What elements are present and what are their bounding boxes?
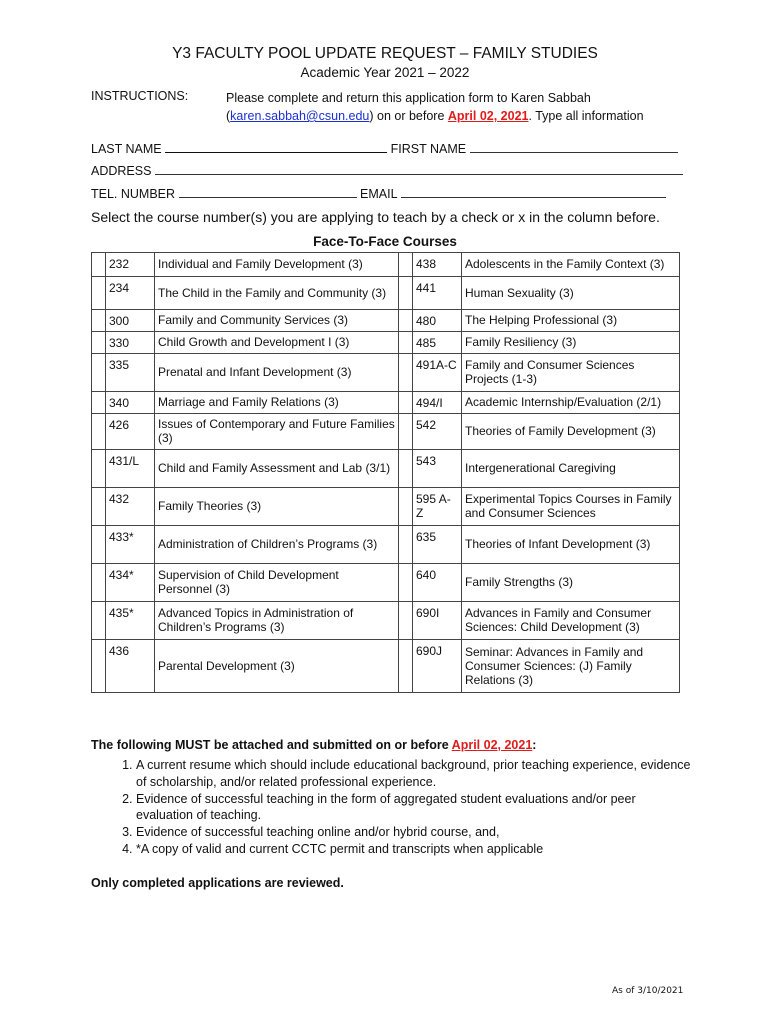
instructions-text [226,89,696,125]
course-number: 232 [106,253,155,277]
course-number: 491A-C [413,354,462,392]
instructions-text-part1: Please complete and return this application form to Karen Sabbah ( [226,91,591,123]
course-title: The Helping Professional (3) [462,310,680,332]
course-row [92,526,680,564]
course-row [92,564,680,602]
course-title: Issues of Contemporary and Future Families (3) [155,414,399,450]
first-name-field[interactable] [470,141,678,153]
email-label: EMAIL [360,187,398,201]
course-checkbox[interactable] [399,392,413,414]
course-checkbox[interactable] [399,526,413,564]
course-title: Prenatal and Infant Development (3) [155,354,399,392]
course-number: 435* [106,602,155,640]
course-number: 542 [413,414,462,450]
courses-table [91,252,680,693]
course-checkbox[interactable] [399,310,413,332]
course-checkbox[interactable] [92,277,106,310]
revision-date: As of 3/10/2021 [612,986,684,996]
course-number: 436 [106,640,155,693]
course-title: Child and Family Assessment and Lab (3/1) [155,450,399,488]
course-checkbox[interactable] [92,488,106,526]
course-number: 690I [413,602,462,640]
course-title: Family and Community Services (3) [155,310,399,332]
course-number: 494/I [413,392,462,414]
course-number: 690J [413,640,462,693]
contact-email-link[interactable]: karen.sabbah@csun.edu [230,109,370,123]
email-field[interactable] [401,186,666,198]
course-checkbox[interactable] [399,450,413,488]
course-title: Intergenerational Caregiving [462,450,680,488]
phone-field[interactable] [179,186,357,198]
attachments-heading-text: The following MUST be attached and submitted on or before [91,738,452,752]
course-row [92,414,680,450]
course-title: Family and Consumer Sciences Projects (1-3) [462,354,680,392]
course-checkbox[interactable] [92,602,106,640]
course-checkbox[interactable] [92,310,106,332]
course-row [92,450,680,488]
course-number: 335 [106,354,155,392]
course-number: 441 [413,277,462,310]
form-title: Y3 FACULTY POOL UPDATE REQUEST – FAMILY STUDIES [172,45,598,62]
course-row [92,253,680,277]
attachment-item: 4. *A copy of valid and current CCTC permit and transcripts when applicable [136,841,696,858]
course-number: 480 [413,310,462,332]
course-title: Marriage and Family Relations (3) [155,392,399,414]
course-checkbox[interactable] [399,602,413,640]
course-title: Supervision of Child Development Personnel (3) [155,564,399,602]
course-row [92,392,680,414]
course-title: Human Sexuality (3) [462,277,680,310]
select-instructions: Select the course number(s) you are applying to teach by a check or x in the column before. [91,209,660,225]
attachment-item: 1. A current resume which should include educational background, prior teaching experience, evidence of scholarship, and/or related professional experience. [136,757,696,791]
attachment-item: 3. Evidence of successful teaching online and/or hybrid course, and, [136,824,696,841]
address-field[interactable] [155,163,683,175]
course-checkbox[interactable] [92,354,106,392]
course-row [92,488,680,526]
course-row [92,640,680,693]
course-number: 431/L [106,450,155,488]
course-checkbox[interactable] [399,488,413,526]
instructions-text-part3: . Type all information [528,109,644,123]
attachments-heading-colon: : [532,738,537,752]
course-title: Experimental Topics Courses in Family and Consumer Sciences [462,488,680,526]
course-title: Administration of Children’s Programs (3) [155,526,399,564]
course-checkbox[interactable] [399,253,413,277]
course-number: 330 [106,332,155,354]
course-number: 635 [413,526,462,564]
course-title: Parental Development (3) [155,640,399,693]
course-number: 300 [106,310,155,332]
course-checkbox[interactable] [399,640,413,693]
address-label: ADDRESS [91,164,152,178]
course-checkbox[interactable] [92,526,106,564]
name-row [91,141,678,156]
course-checkbox[interactable] [92,640,106,693]
course-checkbox[interactable] [399,414,413,450]
instructions-label: INSTRUCTIONS: [91,89,189,103]
course-title: Individual and Family Development (3) [155,253,399,277]
course-checkbox[interactable] [92,450,106,488]
deadline-date: April 02, 2021 [447,109,529,123]
attachment-item: 2. Evidence of successful teaching in the form of aggregated student evaluations and/or peer evaluation of teaching. [136,791,696,825]
course-number: 433* [106,526,155,564]
academic-year: Academic Year 2021 – 2022 [300,65,470,80]
course-checkbox[interactable] [92,564,106,602]
course-row [92,277,680,310]
course-title: Child Growth and Development I (3) [155,332,399,354]
course-title: Family Strengths (3) [462,564,680,602]
attachments-deadline-date: April 02, 2021 [451,738,533,752]
instructions-text-part2: ) on or before [369,109,448,123]
course-checkbox[interactable] [399,277,413,310]
completion-note: Only completed applications are reviewed. [91,876,344,890]
course-checkbox[interactable] [92,253,106,277]
course-title: Family Theories (3) [155,488,399,526]
address-row [91,163,683,178]
course-title: Family Resiliency (3) [462,332,680,354]
course-title: Theories of Infant Development (3) [462,526,680,564]
course-checkbox[interactable] [399,564,413,602]
course-checkbox[interactable] [92,414,106,450]
last-name-field[interactable] [165,141,387,153]
course-number: 234 [106,277,155,310]
course-number: 432 [106,488,155,526]
course-number: 340 [106,392,155,414]
attachments-list [91,757,696,858]
course-row [92,310,680,332]
course-row [92,602,680,640]
course-title: Advanced Topics in Administration of Children’s Programs (3) [155,602,399,640]
course-number: 426 [106,414,155,450]
last-name-label: LAST NAME [91,142,162,156]
course-title: Theories of Family Development (3) [462,414,680,450]
course-title: Academic Internship/Evaluation (2/1) [462,392,680,414]
course-number: 640 [413,564,462,602]
course-number: 595 A-Z [413,488,462,526]
course-row [92,332,680,354]
course-checkbox[interactable] [399,332,413,354]
course-title: Advances in Family and Consumer Sciences: Child Development (3) [462,602,680,640]
course-checkbox[interactable] [92,332,106,354]
first-name-label: FIRST NAME [390,142,467,156]
course-title: The Child in the Family and Community (3) [155,277,399,310]
course-title: Seminar: Advances in Family and Consumer Sciences: (J) Family Relations (3) [462,640,680,693]
attachments-heading [91,738,536,752]
course-number: 485 [413,332,462,354]
section-title: Face-To-Face Courses [313,234,457,249]
course-row [92,354,680,392]
course-number: 543 [413,450,462,488]
course-checkbox[interactable] [399,354,413,392]
course-checkbox[interactable] [92,392,106,414]
contact-row [91,186,666,201]
course-title: Adolescents in the Family Context (3) [462,253,680,277]
course-number: 434* [106,564,155,602]
course-number: 438 [413,253,462,277]
phone-label: TEL. NUMBER [91,187,176,201]
